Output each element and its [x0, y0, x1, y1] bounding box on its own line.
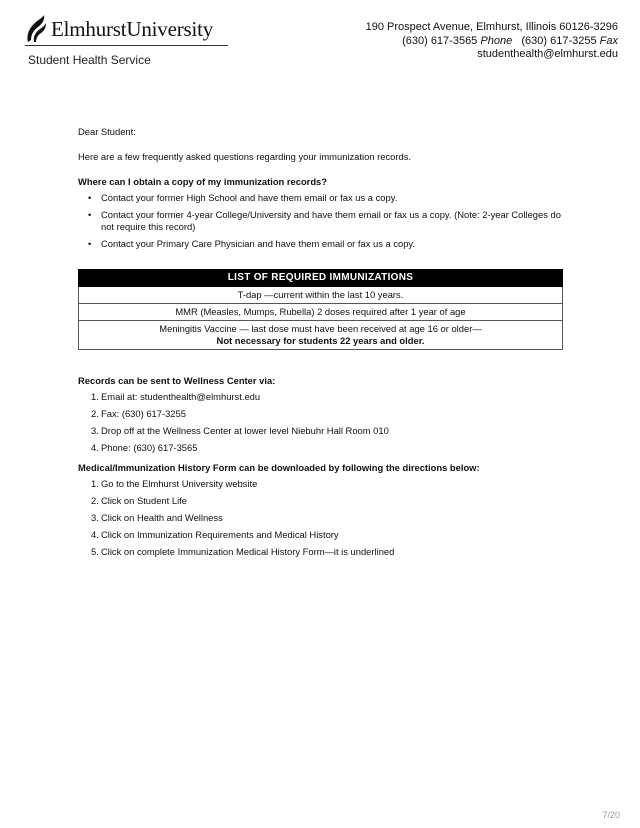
- phone-number: (630) 617-3565: [402, 34, 478, 47]
- records-heading: Records can be sent to Wellness Center via:: [78, 375, 276, 386]
- immunization-table: [78, 269, 563, 350]
- fax-number: (630) 617-3255: [521, 34, 597, 47]
- email-address: studenthealth@elmhurst.edu: [477, 48, 618, 60]
- flame-emblem-icon: [25, 14, 47, 44]
- contact-block: [366, 21, 618, 62]
- table-row: [79, 287, 563, 304]
- list-item: • Contact your former 4-year College/University and have them email or fax us a copy. (Note: 2-year Colleges do not require this record): [88, 209, 564, 233]
- download-heading: Medical/Immunization History Form can be downloaded by following the directions below:: [78, 462, 480, 473]
- list-item: 3. Drop off at the Wellness Center at lower level Niebuhr Hall Room 010: [91, 425, 389, 436]
- list-item: 4. Click on Immunization Requirements and Medical History: [91, 529, 339, 540]
- faq-question: Where can I obtain a copy of my immunization records?: [78, 176, 328, 187]
- list-item: 4. Phone: (630) 617-3565: [91, 442, 198, 453]
- list-item: 2. Click on Student Life: [91, 495, 187, 506]
- logo-wordmark: ElmhurstUniversity: [51, 16, 214, 41]
- list-item: • Contact your former High School and have them email or fax us a copy.: [88, 192, 564, 204]
- logo-divider: [25, 45, 228, 46]
- table-cell: T-dap —current within the last 10 years.: [79, 287, 563, 304]
- meningitis-text: Meningitis Vaccine — last dose must have been received at age 16 or older—: [159, 323, 482, 334]
- phone-fax-line: [366, 35, 618, 49]
- table-row: [79, 321, 563, 350]
- intro-text: Here are a few frequently asked questions regarding your immunization records.: [78, 151, 411, 162]
- list-item: • Contact your Primary Care Physician and have them email or fax us a copy.: [88, 238, 564, 250]
- meningitis-note: Not necessary for students 22 years and older.: [216, 335, 425, 346]
- table-cell: [79, 321, 563, 350]
- records-list: [78, 391, 564, 454]
- greeting: Dear Student:: [78, 126, 136, 137]
- table-cell: MMR (Measles, Mumps, Rubella) 2 doses required after 1 year of age: [79, 304, 563, 321]
- address: 190 Prospect Avenue, Elmhurst, Illinois 60126-3296: [365, 21, 618, 33]
- faq-answer-list: [78, 192, 564, 250]
- university-logo: [25, 14, 213, 44]
- list-item: 5. Click on complete Immunization Medical History Form—it is underlined: [91, 546, 395, 557]
- letter-body: [78, 126, 564, 563]
- department-name: Student Health Service: [28, 53, 151, 67]
- list-item: 3. Click on Health and Wellness: [91, 512, 223, 523]
- page-number: 7/20: [602, 810, 620, 820]
- list-item: 2. Fax: (630) 617-3255: [91, 408, 186, 419]
- table-header: LIST OF REQUIRED IMMUNIZATIONS: [79, 270, 563, 287]
- fax-label: Fax: [599, 34, 618, 47]
- table-row: [79, 304, 563, 321]
- list-item: 1. Go to the Elmhurst University website: [91, 478, 258, 489]
- phone-label: Phone: [480, 34, 513, 47]
- download-steps-list: [78, 478, 564, 558]
- list-item: 1. Email at: studenthealth@elmhurst.edu: [91, 391, 261, 402]
